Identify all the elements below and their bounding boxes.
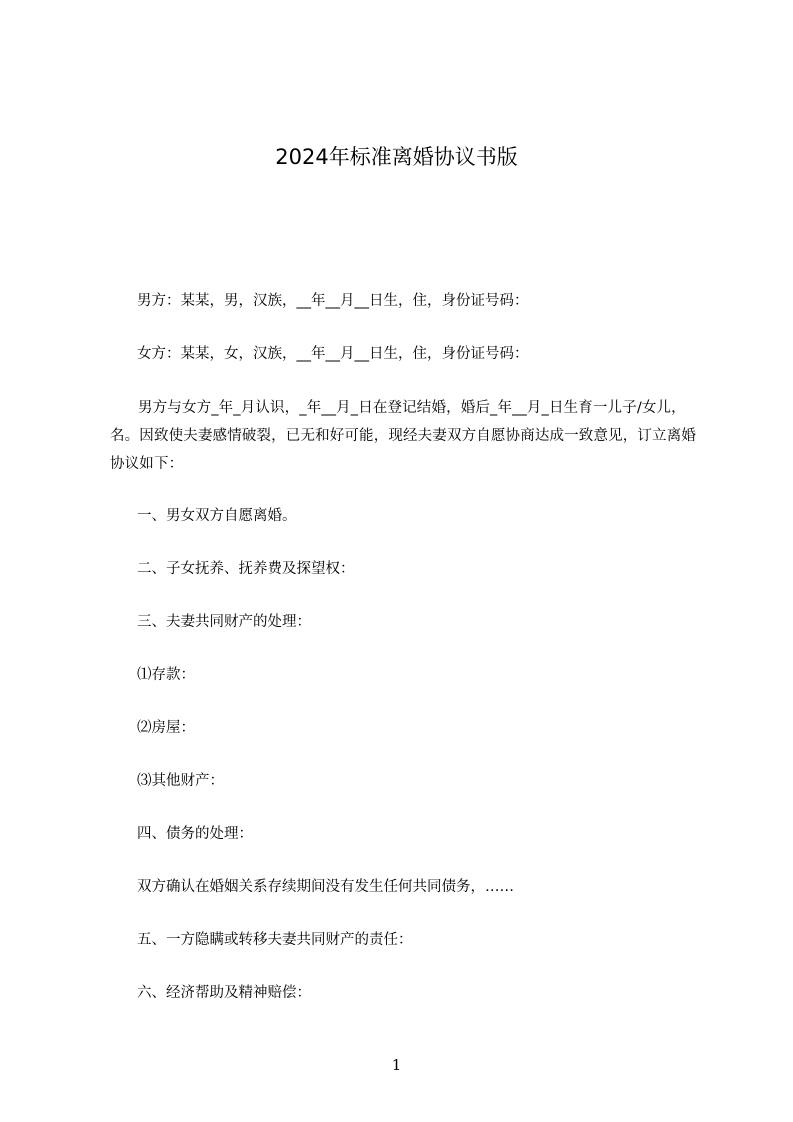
clause-3-item-1: ⑴存款： (137, 667, 195, 683)
paragraph-husband-info: 男方：某某，男，汉族，__年__月__日生，住，身份证号码： (137, 293, 529, 309)
document-title: 2024年标准离婚协议书版 (275, 145, 518, 169)
clause-2: 二、子女抚养、抚养费及探望权： (137, 561, 355, 577)
clause-4: 四、债务的处理： (137, 826, 253, 842)
paragraph-background: 男方与女方_年_月认识，_年__月_日在登记结婚，婚后_年__月_日生育一儿子/女儿，名。因致使夫妻感情破裂，已无和好可能，现经夫妻双方自愿协商达成一致意见，订立离婚协议如下： (110, 400, 696, 472)
clause-3-item-2: ⑵房屋： (137, 720, 195, 736)
clause-1: 一、男女双方自愿离婚。 (137, 508, 297, 524)
paragraph-wife-info: 女方：某某，女，汉族，__年__月__日生，住，身份证号码： (137, 346, 529, 362)
page-number: 1 (391, 1056, 402, 1074)
clause-5: 五、一方隐瞒或转移夫妻共同财产的责任： (137, 932, 413, 948)
clause-3-item-3: ⑶其他财产： (137, 773, 224, 789)
clause-4-detail: 双方确认在婚姻关系存续期间没有发生任何共同债务，…… (137, 879, 514, 895)
clause-6: 六、经济帮助及精神赔偿： (137, 985, 311, 1001)
clause-3: 三、夫妻共同财产的处理： (137, 614, 311, 630)
